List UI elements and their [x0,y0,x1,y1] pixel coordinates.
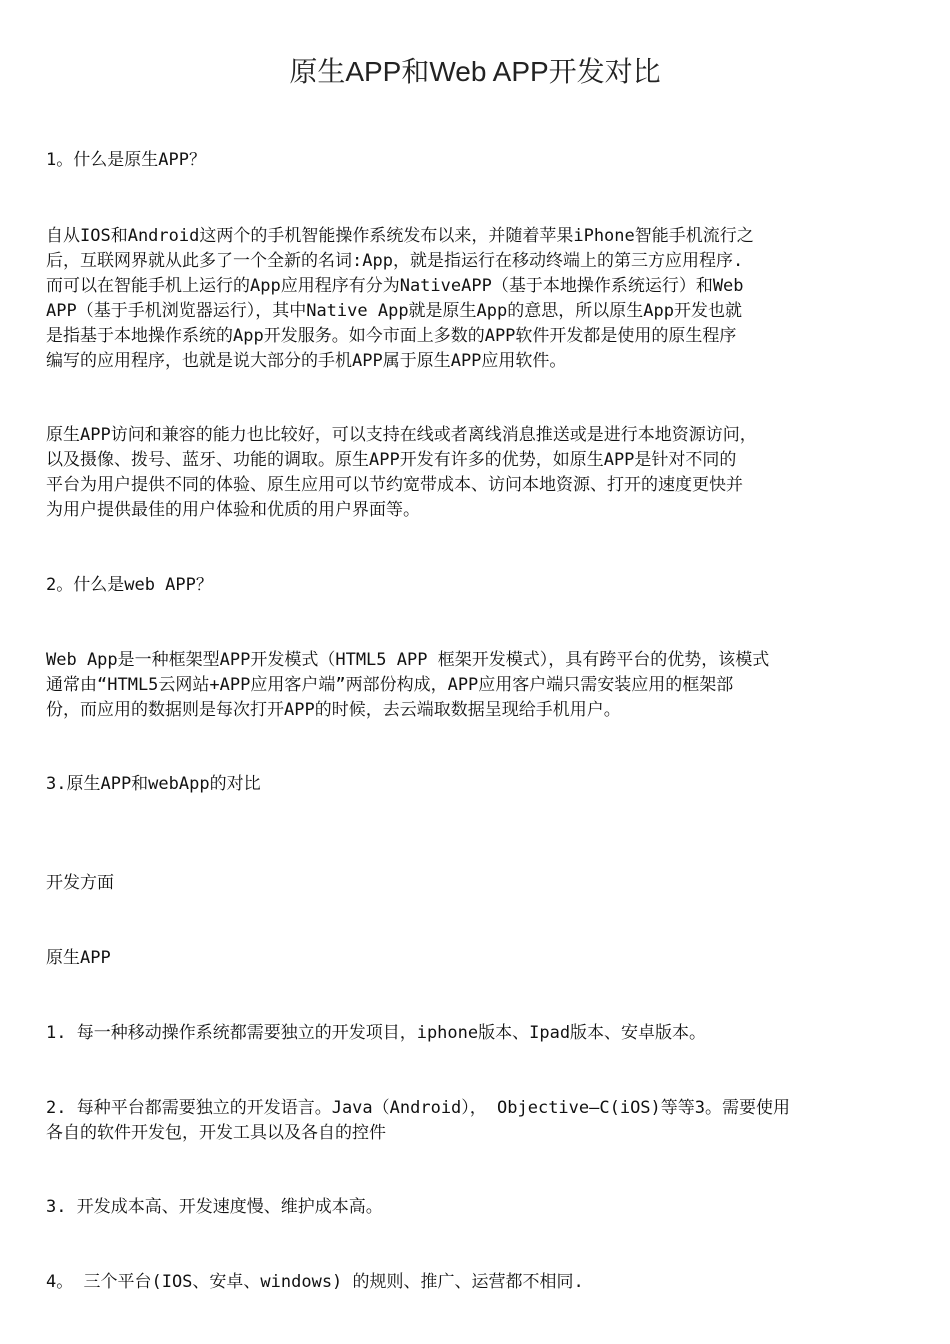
text-line: 平台为用户提供不同的体验、原生应用可以节约宽带成本、访问本地资源、打开的速度更快并 [46,475,743,495]
text-line: 以及摄像、拨号、蓝牙、功能的调取。原生APP开发有许多的优势，如原生APP是针对不同的 [46,450,737,470]
list-item-4 [46,1270,904,1295]
subheading-development [46,871,904,896]
text-line: 1. 每一种移动操作系统都需要独立的开发项目，iphone版本、Ipad版本、安卓版本。 [46,1023,707,1043]
list-item-1 [46,1021,904,1046]
list-item-2 [46,1096,904,1146]
text-line: 各自的软件开发包，开发工具以及各自的控件 [46,1123,386,1143]
text-line: 3.原生APP和webApp的对比 [46,774,261,794]
section-heading-web-app [46,573,904,598]
text-line: 编写的应用程序，也就是说大部分的手机APP属于原生APP应用软件。 [46,351,567,371]
text-line: 2。什么是web APP？ [46,575,213,595]
text-line: 原生APP [46,948,111,968]
section-heading-comparison [46,772,904,797]
text-line: APP（基于手机浏览器运行），其中Native App就是原生App的意思，所以原生App开发也就 [46,301,742,321]
text-line: 后，互联网界就从此多了一个全新的名词:App，就是指运行在移动终端上的第三方应用程序. [46,251,744,271]
text-line: 自从IOS和Android这两个的手机智能操作系统发布以来，并随着苹果iPhone智能手机流行之 [46,226,754,246]
section-heading-native-app [46,148,904,173]
text-line: 原生APP访问和兼容的能力也比较好，可以支持在线或者离线消息推送或是进行本地资源访问， [46,425,757,445]
text-line: 份，而应用的数据则是每次打开APP的时候，去云端取数据呈现给手机用户。 [46,700,621,720]
text-line: Web App是一种框架型APP开发模式（HTML5 APP 框架开发模式），具有跨平台的优势，该模式 [46,650,770,670]
text-line: 1。什么是原生APP？ [46,150,206,170]
paragraph-web-app-intro [46,648,904,723]
text-line: 2. 每种平台都需要独立的开发语言。Java（Android）， Objective—C(iOS)等等3。需要使用 [46,1098,791,1118]
text-line: 3. 开发成本高、开发速度慢、维护成本高。 [46,1197,383,1217]
text-line: 通常由“HTML5云网站+APP应用客户端”两部份构成，APP应用客户端只需安装应用的框架部 [46,675,734,695]
paragraph-native-app-intro [46,224,904,374]
text-line: 是指基于本地操作系统的App开发服务。如今市面上多数的APP软件开发都是使用的原生程序 [46,326,737,346]
document-title: 原生APP和Web APP开发对比 [289,56,661,87]
text-line: 开发方面 [46,873,114,893]
subheading-native-app [46,946,904,971]
text-line: 4。 三个平台(IOS、安卓、windows) 的规则、推广、运营都不相同. [46,1272,584,1292]
text-line: 为用户提供最佳的用户体验和优质的用户界面等。 [46,500,420,520]
list-item-3 [46,1195,904,1220]
paragraph-native-app-advantages [46,423,904,523]
text-line: 而可以在智能手机上运行的App应用程序有分为NativeAPP（基于本地操作系统运行）和Web [46,276,744,296]
